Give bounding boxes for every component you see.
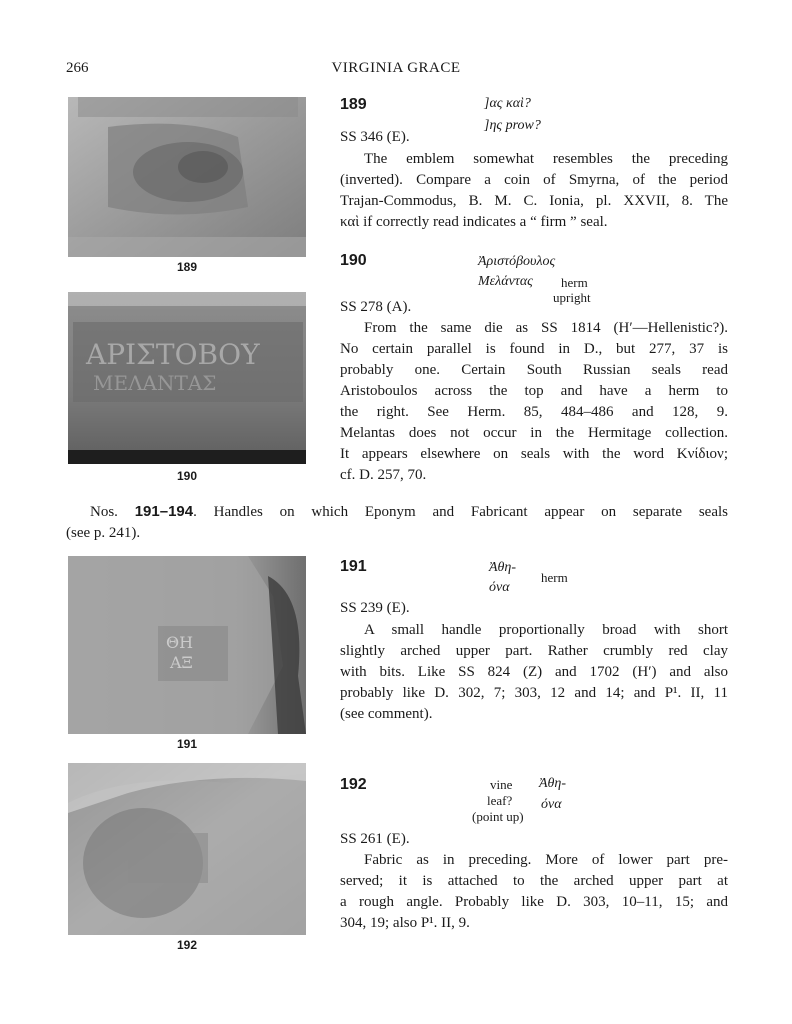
section-range: 191–194 [134, 503, 194, 520]
inscription-189-line-1: ]ας καὶ? [484, 96, 531, 111]
text-line: (inverted). Compare a coin of Smyrna, of the period [340, 172, 728, 188]
inscription-189-line-2: ]ης prow? [484, 118, 541, 133]
text-line: (see comment). [340, 706, 433, 722]
text-line: Fabric as in preceding. More of lower part pre- [364, 852, 728, 868]
section-line-2: (see p. 241). [66, 525, 141, 541]
inscription-190-line-1: Ἀριστόβουλος [478, 254, 556, 269]
text-line: slightly arched upper part. Rather crumbly red clay [340, 643, 728, 659]
emblem-192-line-2: leaf? [487, 793, 513, 808]
photo-caption-192: 192 [176, 938, 198, 952]
emblem-192-line-3: (point up) [472, 809, 524, 824]
svg-text:ΘΗ: ΘΗ [166, 633, 194, 652]
inscription-192-line-1: Ἀθη- [539, 776, 567, 791]
photo-stamp-192 [68, 763, 306, 935]
text-line: Melantas does not occur in the Hermitage collection. [340, 425, 728, 441]
text-line: 304, 19; also P¹. II, 9. [340, 915, 470, 931]
page-number: 266 [66, 60, 89, 76]
emblem-190-line-2: upright [553, 290, 591, 305]
photo-image-189 [68, 97, 306, 257]
photo-image-190 [68, 292, 306, 464]
ss-ref-192: SS 261 (E). [340, 831, 410, 847]
text-line: probably like D. 302, 7; 303, 12 and 14; and P¹. II, 11 [340, 685, 728, 701]
entry-text-192 [340, 850, 728, 934]
ss-ref-191: SS 239 (E). [340, 600, 410, 616]
text-line: A small handle proportionally broad with short [364, 622, 728, 638]
svg-text:ΜΕΛΑΝΤΑΣ: ΜΕΛΑΝΤΑΣ [93, 371, 217, 395]
running-head: VIRGINIA GRACE [331, 60, 461, 76]
emblem-191: herm [541, 570, 568, 585]
text-line: Trajan-Commodus, B. M. C. Ionia, pl. XXVII, 8. The [340, 193, 728, 209]
text-line: It appears elsewhere on seals with the word Κνίδιον; [340, 446, 728, 462]
photo-caption-190: 190 [176, 469, 198, 483]
entry-number-190: 190 [340, 252, 367, 269]
text-line: served; it is attached to the arched upper part at [340, 873, 728, 889]
entry-text-189 [340, 149, 728, 233]
text-line: The emblem somewhat resembles the preceding [364, 151, 728, 167]
text-line: καὶ if correctly read indicates a “ firm ” seal. [340, 214, 608, 230]
inscription-192-line-2: όνα [541, 797, 562, 812]
entry-number-189: 189 [340, 96, 367, 113]
text-line: Aristoboulos across the top and have a herm to [340, 383, 728, 399]
photo-stamp-191 [68, 556, 306, 734]
photo-stamp-190 [68, 292, 306, 464]
text-line: From the same die as SS 1814 (H′—Hellenistic?). [364, 320, 728, 336]
text-line: a rough angle. Probably like D. 303, 10–11, 15; and [340, 894, 728, 910]
photo-stamp-189 [68, 97, 306, 257]
ss-ref-190: SS 278 (A). [340, 299, 412, 315]
emblem-190-line-1: herm [561, 275, 588, 290]
svg-text:ΑΞ: ΑΞ [170, 653, 193, 672]
text-line: the right. See Herm. 85, 484–486 and 128, 9. [340, 404, 728, 420]
emblem-192-line-1: vine [490, 777, 513, 792]
ss-ref-189: SS 346 (E). [340, 129, 410, 145]
text-line: with bits. Like SS 824 (Z) and 1702 (H′) and also [340, 664, 728, 680]
svg-text:ΑΡΙΣΤΟΒΟΥ: ΑΡΙΣΤΟΒΟΥ [86, 338, 260, 371]
photo-image-192 [68, 763, 306, 935]
photo-caption-189: 189 [176, 260, 198, 274]
inscription-191-line-2: όνα [489, 580, 510, 595]
inscription-191-line-1: Ἀθη- [489, 560, 517, 575]
text-line: No certain parallel is found in D., but 277, 37 is [340, 341, 728, 357]
entry-number-192: 192 [340, 776, 367, 793]
section-heading [66, 501, 728, 544]
section-prefix: Nos. [90, 504, 118, 520]
text-line: probably one. Certain South Russian seals read [340, 362, 728, 378]
entry-text-191 [340, 620, 728, 725]
section-line-1: . Handles on which Eponym and Fabricant appear on separate seals [193, 504, 729, 520]
entry-number-191: 191 [340, 558, 367, 575]
entry-text-190 [340, 318, 728, 486]
inscription-190-line-2: Μελάντας [478, 274, 533, 289]
photo-caption-191: 191 [176, 737, 198, 751]
text-line: cf. D. 257, 70. [340, 467, 427, 483]
photo-image-191 [68, 556, 306, 734]
